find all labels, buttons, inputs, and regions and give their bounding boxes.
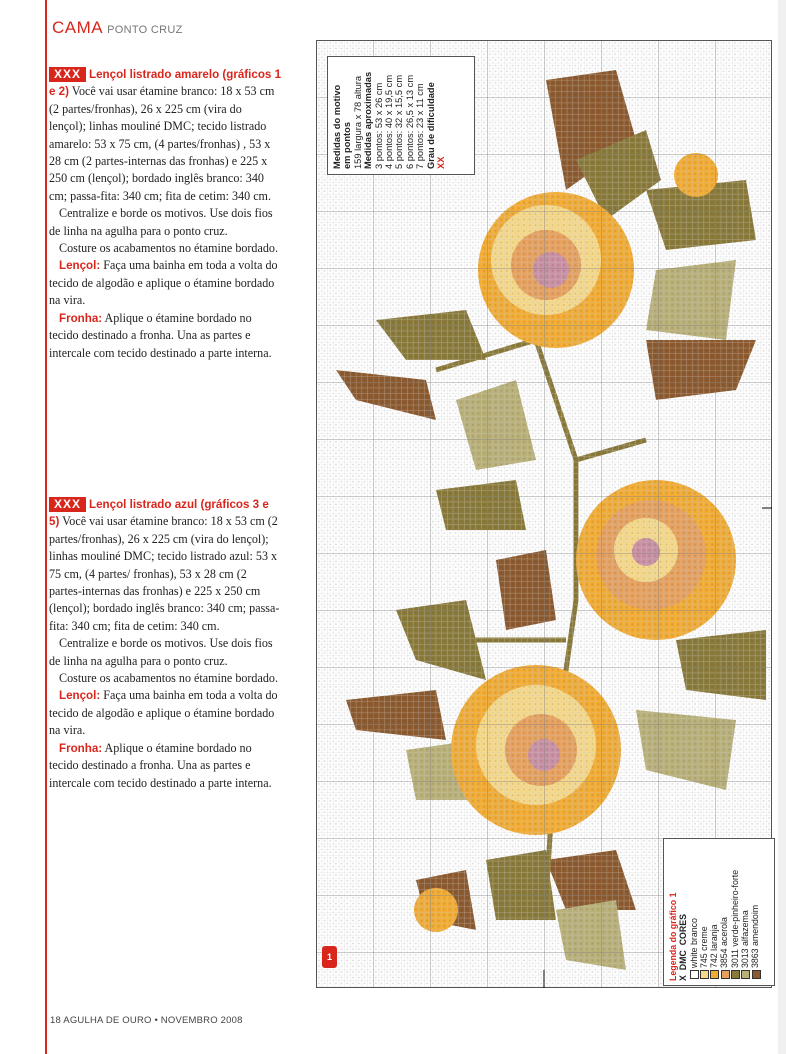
dmc-code: 3011 bbox=[729, 949, 740, 968]
article-paragraph: Costure os acabamentos no étamine bordado. bbox=[59, 241, 278, 256]
size-item: 3 pontos: 53 x 26 cm bbox=[373, 82, 384, 169]
swatch-3854 bbox=[721, 970, 730, 979]
measure-title-2: em pontos bbox=[342, 121, 353, 169]
legend-title: Legenda do gráfico 1 bbox=[668, 892, 678, 981]
article-intro: Você vai usar étamine branco: 18 x 53 cm (2 partes/fronhas), 26 x 225 cm (vira do lençol); linhas mouliné DMC; tecido listrado amarelo: 53 x 75 cm, (4 partes/fronhas) , 53 x 28 cm (2 partes-internas das fronhas) e 225 x 250 cm (lençol); bordado inglês branco: 340 cm; passa-fita: 340 cm; fita de cetim: 340 cm. bbox=[49, 84, 275, 203]
article-title: Lençol listrado amarelo (gráficos 1 e 2) bbox=[49, 68, 282, 99]
article-paragraph: Centralize e borde os motivos. Use dois fios de linha na agulha para o ponto cruz. bbox=[49, 206, 273, 238]
difficulty-label: Grau de dificuldade bbox=[425, 82, 436, 169]
chart-info-box bbox=[327, 56, 475, 175]
dmc-code: 3863 bbox=[750, 948, 761, 968]
xxx-badge: XXX bbox=[49, 497, 86, 512]
color-name: laranja bbox=[709, 924, 720, 951]
size-item: 4 pontos: 40 x 19,5 cm bbox=[384, 74, 395, 169]
legend-header bbox=[678, 841, 688, 981]
section-header bbox=[52, 18, 183, 38]
page-footer: 18 AGULHA DE OURO • NOVEMBRO 2008 bbox=[50, 1015, 243, 1026]
legend-row bbox=[740, 841, 750, 981]
chart-info-text bbox=[332, 59, 446, 169]
color-name: amendoim bbox=[750, 904, 761, 946]
stitch-count: 159 largura x 78 altura bbox=[352, 75, 363, 169]
article-title: Lençol listrado azul (gráficos 3 e 5) bbox=[49, 498, 269, 529]
fronha-label: Fronha: bbox=[59, 311, 103, 325]
size-item: 7 pontos: 23 x 11 cm bbox=[415, 83, 426, 169]
article-intro: Você vai usar étamine branco: 18 x 53 cm (2 partes/fronhas), 26 x 225 cm (vira do lençol); linhas mouliné DMC; tecido listrado azul: 53 x 75 cm, (4 partes/ fronhas), 53 x 28 cm (2 partes-internas das fronhas) e 225 x 250 cm (lençol); bordado inglês branco: 340 cm; passa-fita: 340 cm; fita de cetim: 340 cm. bbox=[49, 514, 280, 633]
chart-number-badge: 1 bbox=[322, 946, 337, 968]
page-edge bbox=[778, 0, 786, 1054]
fronha-label: Fronha: bbox=[59, 741, 103, 755]
lencol-label: Lençol: bbox=[59, 689, 101, 703]
article-paragraph: Centralize e borde os motivos. Use dois fios de linha na agulha para o ponto cruz. bbox=[49, 636, 273, 668]
legend-row bbox=[689, 841, 699, 981]
legend-row bbox=[709, 841, 719, 981]
approx-title: Medidas aproximadas bbox=[363, 71, 374, 169]
lencol-text: Faça uma bainha em toda a volta do tecido de algodão e aplique o étamine bordado na vira. bbox=[49, 688, 278, 738]
legend-col-dmc: DMC bbox=[678, 950, 689, 971]
dmc-code: white bbox=[688, 947, 699, 968]
color-legend bbox=[663, 838, 775, 986]
dmc-code: 3013 bbox=[740, 948, 751, 968]
swatch-3863 bbox=[752, 970, 761, 979]
page-left-rule bbox=[45, 0, 47, 1054]
swatch-3011 bbox=[731, 970, 740, 979]
article-paragraph: Costure os acabamentos no étamine bordado. bbox=[59, 671, 278, 686]
legend-row bbox=[719, 841, 729, 981]
article-yellow-sheet bbox=[49, 66, 281, 362]
measure-title: Medidas do motivo bbox=[332, 84, 342, 169]
fronha-text: Aplique o étamine bordado no tecido destinado a fronha. Una as partes e intercale com tecido destinado a parte interna. bbox=[49, 310, 272, 360]
color-name: alfazema bbox=[740, 910, 751, 946]
swatch-745 bbox=[700, 970, 709, 979]
lencol-label: Lençol: bbox=[59, 259, 101, 273]
legend-content bbox=[668, 841, 761, 981]
legend-row bbox=[730, 841, 740, 981]
article-blue-sheet bbox=[49, 496, 281, 792]
difficulty-marks: XX bbox=[436, 156, 447, 169]
lencol-text: Faça uma bainha em toda a volta do tecido de algodão e aplique o étamine bordado na vira. bbox=[49, 258, 278, 308]
section-title: CAMA bbox=[52, 18, 104, 37]
size-item: 5 pontos: 32 x 15,5 cm bbox=[394, 74, 405, 169]
dmc-code: 745 bbox=[698, 953, 709, 968]
size-item: 6 pontos: 26,5 x 13 cm bbox=[404, 74, 415, 169]
color-name: creme bbox=[698, 926, 709, 951]
dmc-code: 3854 bbox=[719, 948, 730, 968]
fronha-text: Aplique o étamine bordado no tecido destinado a fronha. Una as partes e intercale com tecido destinado a parte interna. bbox=[49, 740, 272, 790]
color-name: acerola bbox=[719, 917, 730, 946]
swatch-3013 bbox=[741, 970, 750, 979]
legend-row bbox=[750, 841, 760, 981]
legend-col-cores: CORES bbox=[678, 914, 689, 946]
color-name: verde-pinheiro-forte bbox=[729, 869, 740, 947]
color-name: branco bbox=[688, 918, 699, 945]
swatch-742 bbox=[710, 970, 719, 979]
xxx-badge: XXX bbox=[49, 67, 86, 82]
dmc-code: 742 bbox=[709, 953, 720, 968]
swatch-white bbox=[690, 970, 699, 979]
legend-col-x: X bbox=[678, 975, 689, 981]
section-subtitle: PONTO CRUZ bbox=[107, 24, 183, 36]
legend-row bbox=[699, 841, 709, 981]
